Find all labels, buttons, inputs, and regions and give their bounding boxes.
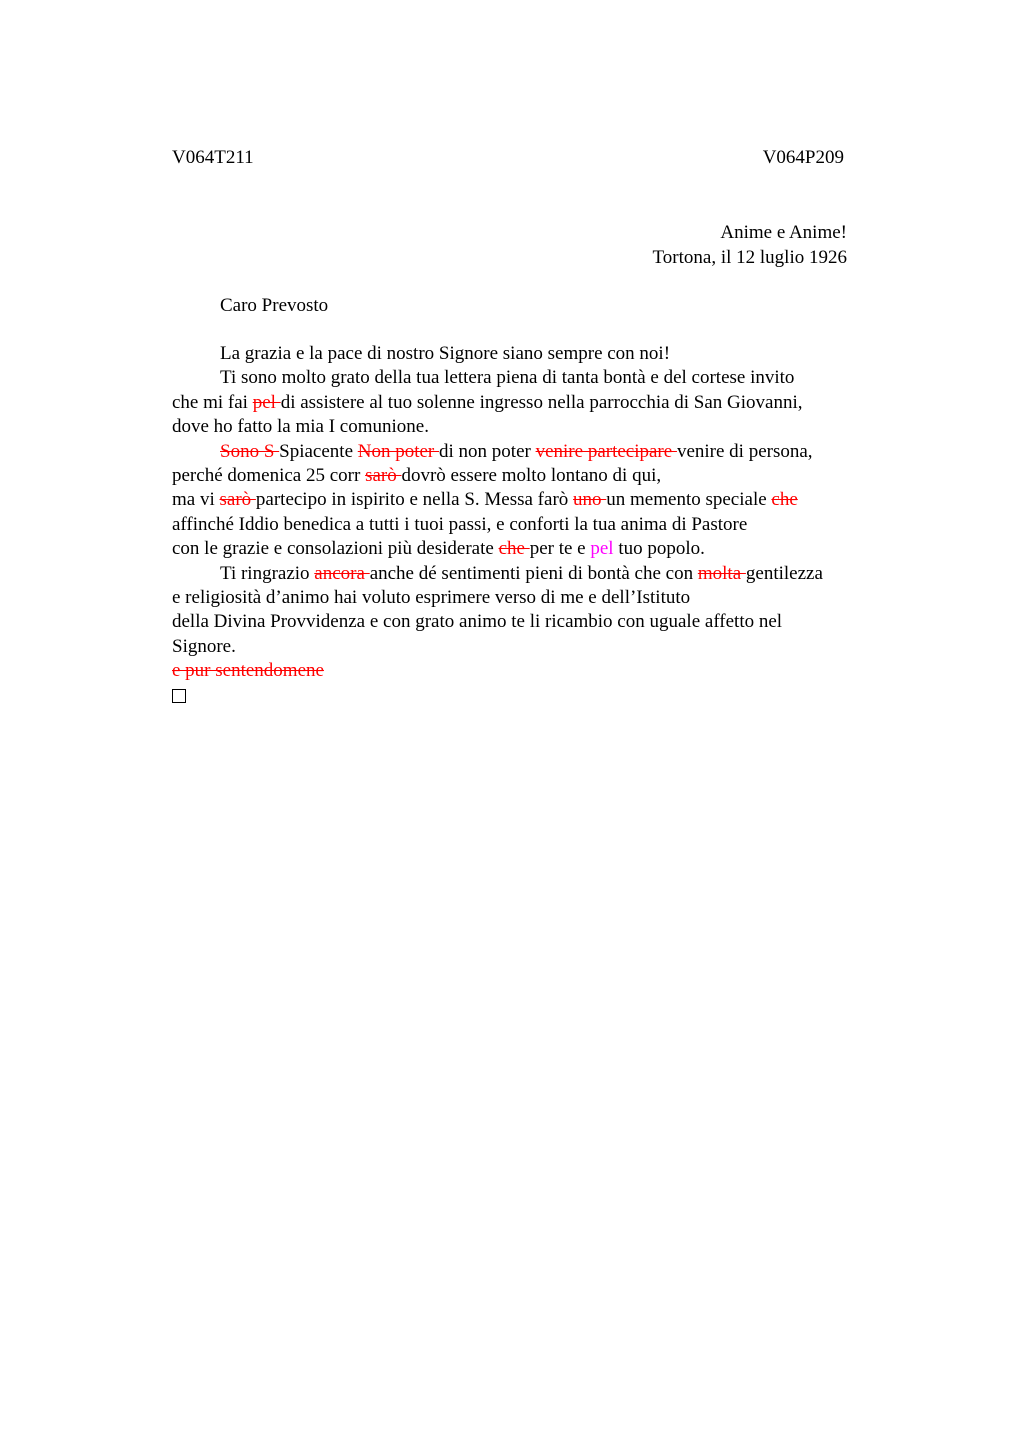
dateline <box>653 221 847 270</box>
text-segment: gentilezza <box>745 562 823 584</box>
text-segment: anche dé sentimenti pieni di bontà che con <box>369 562 698 584</box>
text-segment: di non poter <box>439 440 536 462</box>
text-segment: con le grazie e consolazioni più desiderate <box>172 538 499 560</box>
deleted-text: molta <box>697 562 746 584</box>
deleted-text: Non poter <box>357 440 440 462</box>
document-code-right: V064P209 <box>762 147 844 168</box>
text-segment: dove ho fatto la mia I comunione. <box>172 416 429 438</box>
place-date: Tortona, il 12 luglio 1926 <box>652 246 847 268</box>
text-segment: Ti ringrazio <box>220 562 315 584</box>
letter-line <box>172 659 892 683</box>
text-segment: La grazia e la pace di nostro Signore siano sempre con noi! <box>220 343 671 364</box>
text-segment: tuo popolo. <box>613 538 705 560</box>
document-code-left: V064T211 <box>172 147 254 168</box>
letter-line <box>172 488 892 512</box>
text-segment: Signore. <box>172 635 236 657</box>
deleted-text: pel <box>252 391 281 413</box>
text-segment: partecipo in ispirito e nella S. Messa farò <box>255 489 574 511</box>
letter-line <box>172 464 892 488</box>
text-segment: della Divina Provvidenza e con grato animo te li ricambio con uguale affetto nel <box>172 611 783 633</box>
empty-box-icon <box>172 689 186 703</box>
letter-line <box>172 586 892 610</box>
text-segment: Ti sono molto grato della tua lettera piena di tanta bontà e del cortese invito <box>220 367 795 389</box>
text-segment: dovrò essere molto lontano di qui, <box>401 464 662 486</box>
salutation: Caro Prevosto <box>220 295 329 316</box>
text-segment: ma vi <box>172 489 220 511</box>
text-segment: di assistere al tuo solenne ingresso nella parrocchia di San Giovanni, <box>280 391 803 413</box>
text-segment: e religiosità d’animo hai voluto esprimere verso di me e dell’Istituto <box>172 586 691 608</box>
end-marker-line <box>172 683 892 707</box>
letter-line <box>172 537 892 561</box>
deleted-text: e pur sentendomene <box>172 660 324 682</box>
text-segment: Spiacente <box>279 440 358 462</box>
text-segment: affinché Iddio benedica a tutti i tuoi passi, e conforti la tua anima di Pastore <box>172 513 748 535</box>
text-segment: venire di persona, <box>676 440 813 462</box>
text-segment: un memento speciale <box>606 489 772 511</box>
letter-body <box>172 342 892 708</box>
letter-line <box>172 562 892 586</box>
deleted-text: sarò <box>219 489 256 511</box>
deleted-text: ancora <box>314 562 370 584</box>
deleted-text: sarò <box>365 464 402 486</box>
deleted-text: Sono S <box>220 440 280 462</box>
text-segment: che mi fai <box>172 391 253 413</box>
letter-line <box>172 610 892 634</box>
deleted-text: che <box>498 538 530 560</box>
motto: Anime e Anime! <box>720 222 847 243</box>
text-segment: perché domenica 25 corr <box>172 464 366 486</box>
inserted-text: pel <box>590 538 614 560</box>
deleted-text: che <box>771 489 798 511</box>
letter-line <box>172 415 892 439</box>
letter-line <box>172 440 892 464</box>
letter-line <box>172 635 892 659</box>
letter-line <box>172 513 892 537</box>
letter-line <box>172 366 892 390</box>
letter-line <box>172 391 892 415</box>
deleted-text: uno <box>573 489 607 511</box>
letter-line <box>172 342 892 366</box>
text-segment: per te e <box>529 538 591 560</box>
deleted-text: venire partecipare <box>535 440 677 462</box>
